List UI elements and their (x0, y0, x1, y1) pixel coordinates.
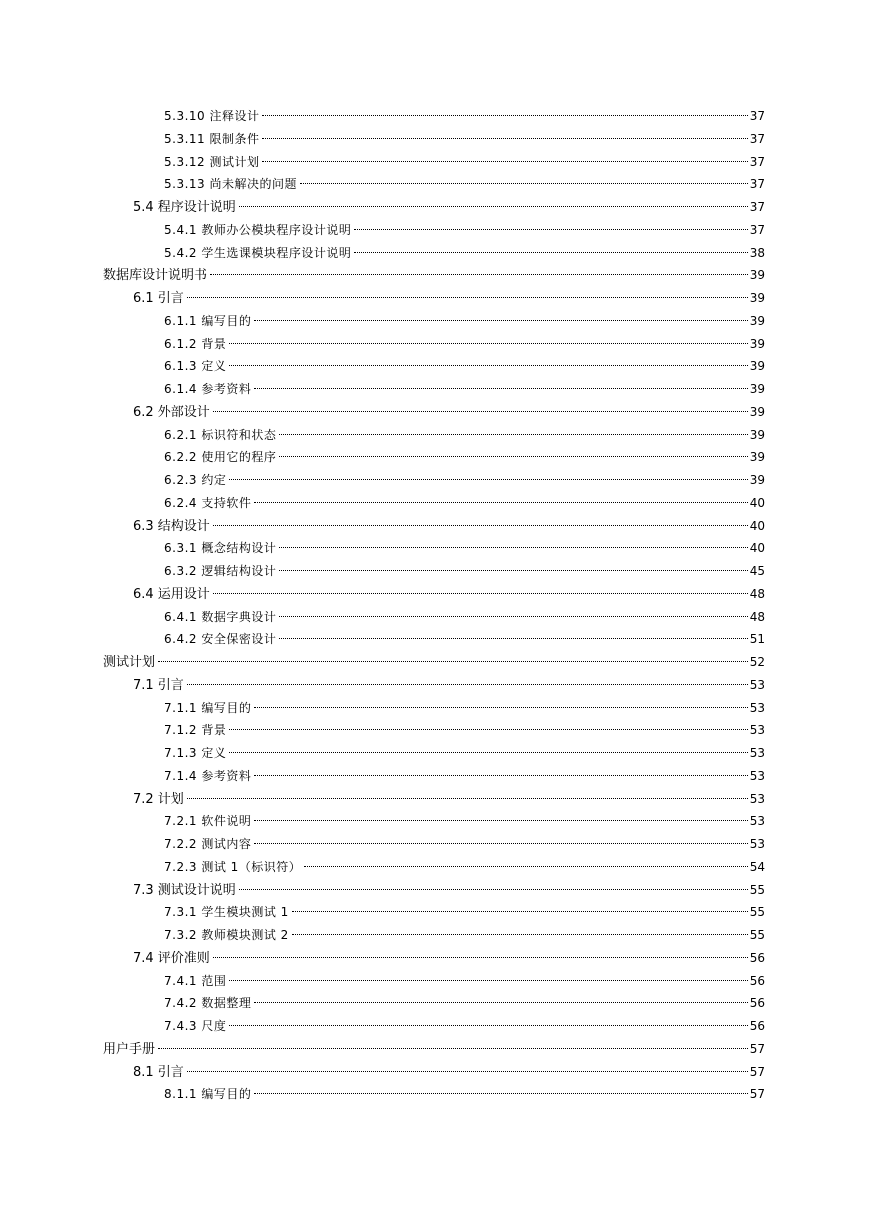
toc-entry-title: 7.1.3 定义 (164, 746, 227, 760)
toc-dot-leader (239, 889, 748, 890)
toc-entry-page-number: 37 (749, 131, 765, 146)
toc-entry-title: 7.4 评价准则 (133, 950, 210, 966)
toc-entry-page-number: 53 (749, 700, 765, 715)
toc-entry-title: 7.2.3 测试 1（标识符） (164, 859, 302, 874)
toc-dot-leader (300, 183, 748, 184)
toc-entry[interactable] (103, 924, 765, 947)
toc-entry-page-number: 57 (749, 1087, 765, 1102)
toc-entry-title: 7.2.2 测试内容 (164, 837, 252, 851)
toc-entry-title: 6.2.2 使用它的程序 (164, 450, 277, 465)
toc-entry[interactable] (103, 333, 765, 356)
toc-entry-page-number: 45 (749, 564, 765, 578)
toc-entry-page-number: 53 (749, 814, 765, 829)
toc-entry-title: 7.3.1 学生模块测试 1 (164, 905, 289, 920)
toc-dot-leader (279, 570, 747, 571)
toc-dot-leader (262, 115, 747, 116)
toc-entry-page-number: 51 (749, 632, 765, 647)
toc-entry-page-number: 39 (749, 382, 765, 396)
toc-dot-leader (229, 752, 747, 753)
toc-entry-title: 7.4.2 数据整理 (164, 996, 252, 1011)
toc-dot-leader (210, 274, 748, 275)
toc-entry-title: 6.4 运用设计 (133, 586, 210, 602)
toc-entry[interactable] (103, 901, 765, 924)
toc-entry-title: 数据库设计说明书 (103, 268, 208, 284)
toc-dot-leader (254, 1002, 747, 1003)
toc-entry-title: 6.4.2 安全保密设计 (164, 632, 277, 647)
toc-entry-title: 6.1 引言 (133, 291, 184, 306)
toc-entry[interactable] (103, 310, 765, 333)
toc-entry-title: 8.1.1 编写目的 (164, 1087, 252, 1102)
toc-dot-leader (279, 456, 747, 457)
toc-dot-leader (229, 1025, 747, 1026)
toc-entry-page-number: 53 (749, 677, 765, 692)
toc-entry[interactable] (103, 970, 765, 993)
toc-entry-page-number: 39 (749, 359, 765, 374)
toc-entry[interactable] (103, 492, 765, 515)
toc-entry[interactable] (103, 469, 765, 492)
toc-dot-leader (254, 775, 747, 776)
toc-entry[interactable] (103, 287, 765, 310)
toc-entry-title: 6.2 外部设计 (133, 404, 210, 420)
toc-entry[interactable] (103, 742, 765, 765)
toc-entry-page-number: 56 (749, 973, 765, 988)
toc-entry-title: 6.3 结构设计 (133, 518, 210, 534)
toc-entry[interactable] (103, 242, 765, 265)
toc-entry-title: 6.1.4 参考资料 (164, 382, 252, 396)
toc-entry-page-number: 57 (749, 1041, 765, 1056)
toc-dot-leader (187, 297, 748, 298)
toc-entry[interactable] (103, 515, 765, 538)
toc-dot-leader (254, 820, 747, 821)
toc-entry-title: 6.2.1 标识符和状态 (164, 427, 277, 442)
toc-entry-title: 7.1.1 编写目的 (164, 700, 252, 715)
toc-entry-title: 8.1 引言 (133, 1064, 184, 1080)
toc-entry-page-number: 37 (749, 177, 765, 192)
toc-entry[interactable] (103, 719, 765, 742)
toc-entry-page-number: 37 (749, 200, 765, 214)
toc-dot-leader (279, 434, 747, 435)
toc-entry[interactable] (103, 947, 765, 970)
toc-dot-leader (254, 1093, 747, 1094)
toc-entry-title: 5.3.11 限制条件 (164, 131, 260, 146)
toc-dot-leader (229, 729, 747, 730)
toc-dot-leader (187, 1071, 748, 1072)
toc-dot-leader (254, 707, 747, 708)
toc-entry[interactable] (103, 765, 765, 788)
toc-dot-leader (229, 479, 747, 480)
toc-entry[interactable] (103, 674, 765, 697)
toc-entry-title: 7.2.1 软件说明 (164, 814, 252, 829)
toc-entry-title: 5.3.13 尚未解决的问题 (164, 177, 297, 192)
toc-dot-leader (213, 593, 748, 594)
toc-entry-title: 5.3.10 注释设计 (164, 109, 260, 123)
toc-entry[interactable] (103, 1061, 765, 1084)
toc-dot-leader (254, 388, 747, 389)
toc-entry-page-number: 55 (749, 905, 765, 920)
toc-entry[interactable] (103, 1038, 765, 1061)
toc-entry-title: 7.1 引言 (133, 677, 184, 693)
toc-entry-title: 5.3.12 测试计划 (164, 154, 260, 169)
toc-entry-title: 测试计划 (103, 655, 156, 670)
toc-dot-leader (279, 616, 747, 617)
toc-entry-page-number: 38 (749, 245, 765, 260)
toc-entry-page-number: 48 (749, 609, 765, 624)
toc-entry-title: 5.4.1 教师办公模块程序设计说明 (164, 222, 352, 237)
toc-entry-page-number: 40 (749, 495, 765, 510)
toc-entry-title: 7.3.2 教师模块测试 2 (164, 928, 289, 942)
toc-entry[interactable] (103, 219, 765, 242)
toc-entry[interactable] (103, 537, 765, 560)
toc-entry-page-number: 40 (749, 518, 765, 533)
toc-entry[interactable] (103, 401, 765, 424)
toc-entry[interactable] (103, 355, 765, 378)
toc-dot-leader (262, 161, 747, 162)
toc-entry-title: 5.4 程序设计说明 (133, 200, 236, 215)
toc-entry-page-number: 55 (749, 928, 765, 942)
toc-entry[interactable] (103, 128, 765, 151)
toc-entry-page-number: 56 (749, 1019, 765, 1033)
toc-entry-page-number: 54 (749, 859, 765, 874)
toc-entry[interactable] (103, 992, 765, 1015)
toc-entry-title: 7.3 测试设计说明 (133, 882, 236, 898)
toc-entry-page-number: 52 (749, 655, 765, 669)
toc-dot-leader (187, 798, 748, 799)
toc-entry-title: 6.1.3 定义 (164, 359, 227, 374)
toc-entry-title: 用户手册 (103, 1041, 156, 1057)
toc-dot-leader (254, 502, 747, 503)
toc-entry-page-number: 53 (749, 837, 765, 851)
toc-dot-leader (213, 411, 748, 412)
toc-entry[interactable] (103, 1083, 765, 1106)
toc-entry[interactable] (103, 173, 765, 196)
toc-entry-page-number: 53 (749, 746, 765, 760)
toc-entry-title: 6.1.2 背景 (164, 336, 227, 351)
toc-entry-page-number: 39 (749, 336, 765, 351)
toc-dot-leader (292, 911, 748, 912)
toc-entry-page-number: 37 (749, 154, 765, 169)
toc-entry-page-number: 39 (749, 268, 765, 283)
toc-dot-leader (292, 934, 748, 935)
toc-entry-title: 7.1.2 背景 (164, 723, 227, 738)
toc-entry[interactable] (103, 788, 765, 811)
toc-entry-page-number: 53 (749, 791, 765, 806)
toc-dot-leader (229, 365, 747, 366)
toc-dot-leader (262, 138, 747, 139)
toc-entry-page-number: 37 (749, 222, 765, 237)
toc-dot-leader (213, 957, 748, 958)
toc-dot-leader (279, 547, 747, 548)
toc-entry-title: 7.4.1 范围 (164, 973, 227, 988)
toc-dot-leader (239, 206, 748, 207)
toc-entry-page-number: 39 (749, 404, 765, 419)
toc-entry-page-number: 55 (749, 882, 765, 897)
toc-entry-page-number: 39 (749, 473, 765, 487)
toc-entry[interactable] (103, 1015, 765, 1038)
toc-entry[interactable] (103, 628, 765, 651)
toc-dot-leader (229, 343, 747, 344)
toc-entry[interactable] (103, 424, 765, 447)
toc-entry[interactable] (103, 583, 765, 606)
toc-entry-page-number: 53 (749, 768, 765, 783)
toc-entry-title: 6.2.3 约定 (164, 473, 227, 487)
toc-entry-page-number: 48 (749, 586, 765, 601)
toc-entry[interactable] (103, 606, 765, 629)
toc-entry[interactable] (103, 264, 765, 287)
toc-entry[interactable] (103, 697, 765, 720)
toc-dot-leader (187, 684, 748, 685)
toc-entry-page-number: 37 (749, 109, 765, 123)
toc-entry-page-number: 40 (749, 541, 765, 556)
toc-entry-page-number: 53 (749, 723, 765, 738)
toc-entry-page-number: 39 (749, 450, 765, 465)
toc-entry-page-number: 39 (749, 291, 765, 305)
toc-entry-title: 5.4.2 学生选课模块程序设计说明 (164, 245, 352, 260)
toc-entry-title: 6.3.2 逻辑结构设计 (164, 564, 277, 578)
toc-entry-title: 7.4.3 尺度 (164, 1019, 227, 1033)
table-of-contents (103, 105, 765, 1106)
toc-entry-title: 7.1.4 参考资料 (164, 768, 252, 783)
toc-dot-leader (254, 320, 747, 321)
toc-entry[interactable] (103, 378, 765, 401)
toc-entry-title: 6.2.4 支持软件 (164, 495, 252, 510)
toc-entry-page-number: 56 (749, 950, 765, 965)
toc-entry[interactable] (103, 446, 765, 469)
toc-dot-leader (279, 638, 747, 639)
toc-entry[interactable] (103, 879, 765, 902)
toc-dot-leader (354, 229, 747, 230)
toc-entry[interactable] (103, 560, 765, 583)
toc-entry-page-number: 56 (749, 996, 765, 1011)
toc-entry-page-number: 57 (749, 1064, 765, 1079)
toc-entry-title: 6.4.1 数据字典设计 (164, 609, 277, 624)
toc-entry-title: 6.3.1 概念结构设计 (164, 541, 277, 556)
toc-entry[interactable] (103, 856, 765, 879)
toc-dot-leader (254, 843, 747, 844)
toc-entry[interactable] (103, 651, 765, 674)
toc-dot-leader (354, 252, 747, 253)
toc-entry-title: 6.1.1 编写目的 (164, 313, 252, 328)
toc-entry-title: 7.2 计划 (133, 791, 184, 807)
toc-entry[interactable] (103, 810, 765, 833)
toc-entry-page-number: 39 (749, 313, 765, 328)
toc-entry-page-number: 39 (749, 427, 765, 442)
toc-entry[interactable] (103, 151, 765, 174)
toc-dot-leader (213, 525, 748, 526)
toc-dot-leader (158, 1048, 748, 1049)
toc-dot-leader (229, 980, 747, 981)
toc-entry[interactable] (103, 833, 765, 856)
toc-dot-leader (304, 866, 747, 867)
toc-dot-leader (158, 661, 748, 662)
toc-entry[interactable] (103, 196, 765, 219)
toc-entry[interactable] (103, 105, 765, 128)
